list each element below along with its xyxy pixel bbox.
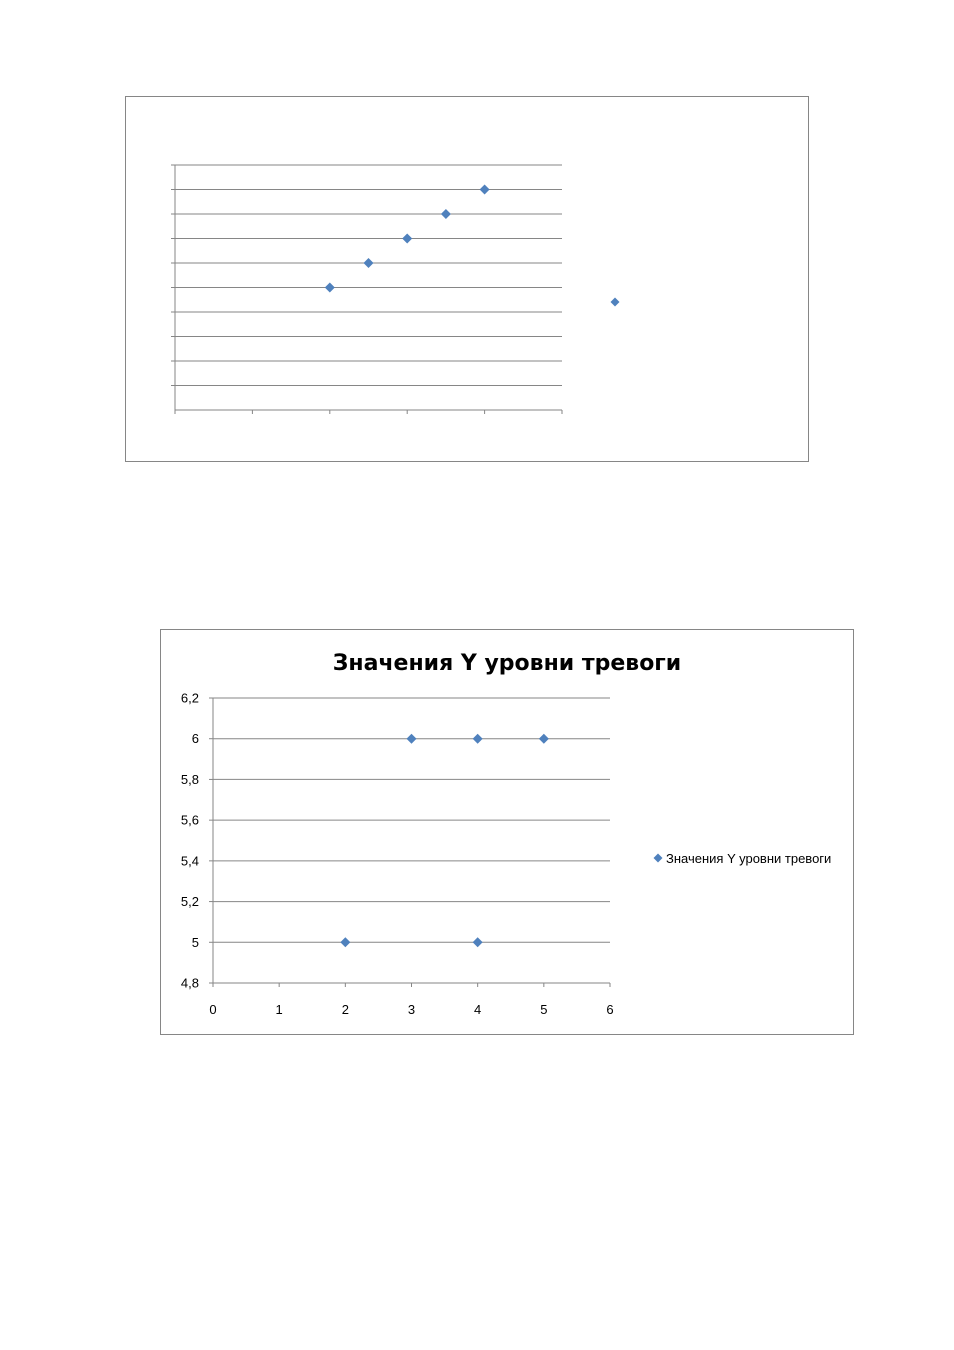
data-point [340,937,350,947]
data-point [473,937,483,947]
x-tick-label: 5 [540,1002,548,1017]
chart-title: Значения Y уровни тревоги [332,651,682,676]
data-point [364,258,374,268]
legend-marker-icon [654,854,663,863]
y-tick-label: 5,4 [180,853,199,869]
data-point [473,734,483,744]
y-tick-label: 6,2 [180,690,199,706]
x-tick-label: 3 [407,1002,416,1017]
x-tick-label: 1 [275,1002,283,1017]
data-point [441,209,451,219]
x-tick-label: 0 [209,1002,217,1017]
data-point [325,283,335,293]
chart-unlabeled [125,96,809,462]
data-point [407,734,417,744]
y-tick-label: 5,2 [180,894,199,910]
x-tick-label: 2 [341,1002,349,1017]
y-tick-label: 5 [191,934,199,950]
legend-label: Значения Y уровни тревоги [666,851,832,866]
x-tick-label: 6 [606,1002,614,1017]
y-tick-label: 6 [191,731,199,747]
x-tick-label: 4 [474,1002,482,1017]
y-tick-label: 5,6 [180,812,199,828]
data-point [480,185,490,195]
y-tick-label: 4,8 [180,975,199,991]
chart-unlabeled-svg [126,97,810,463]
y-tick-label: 5,8 [180,771,199,787]
data-point [402,234,412,244]
chart-anxiety-levels-svg [161,630,855,1036]
chart-anxiety-levels [160,629,854,1035]
data-point [539,734,549,744]
legend-marker-icon [611,298,620,307]
